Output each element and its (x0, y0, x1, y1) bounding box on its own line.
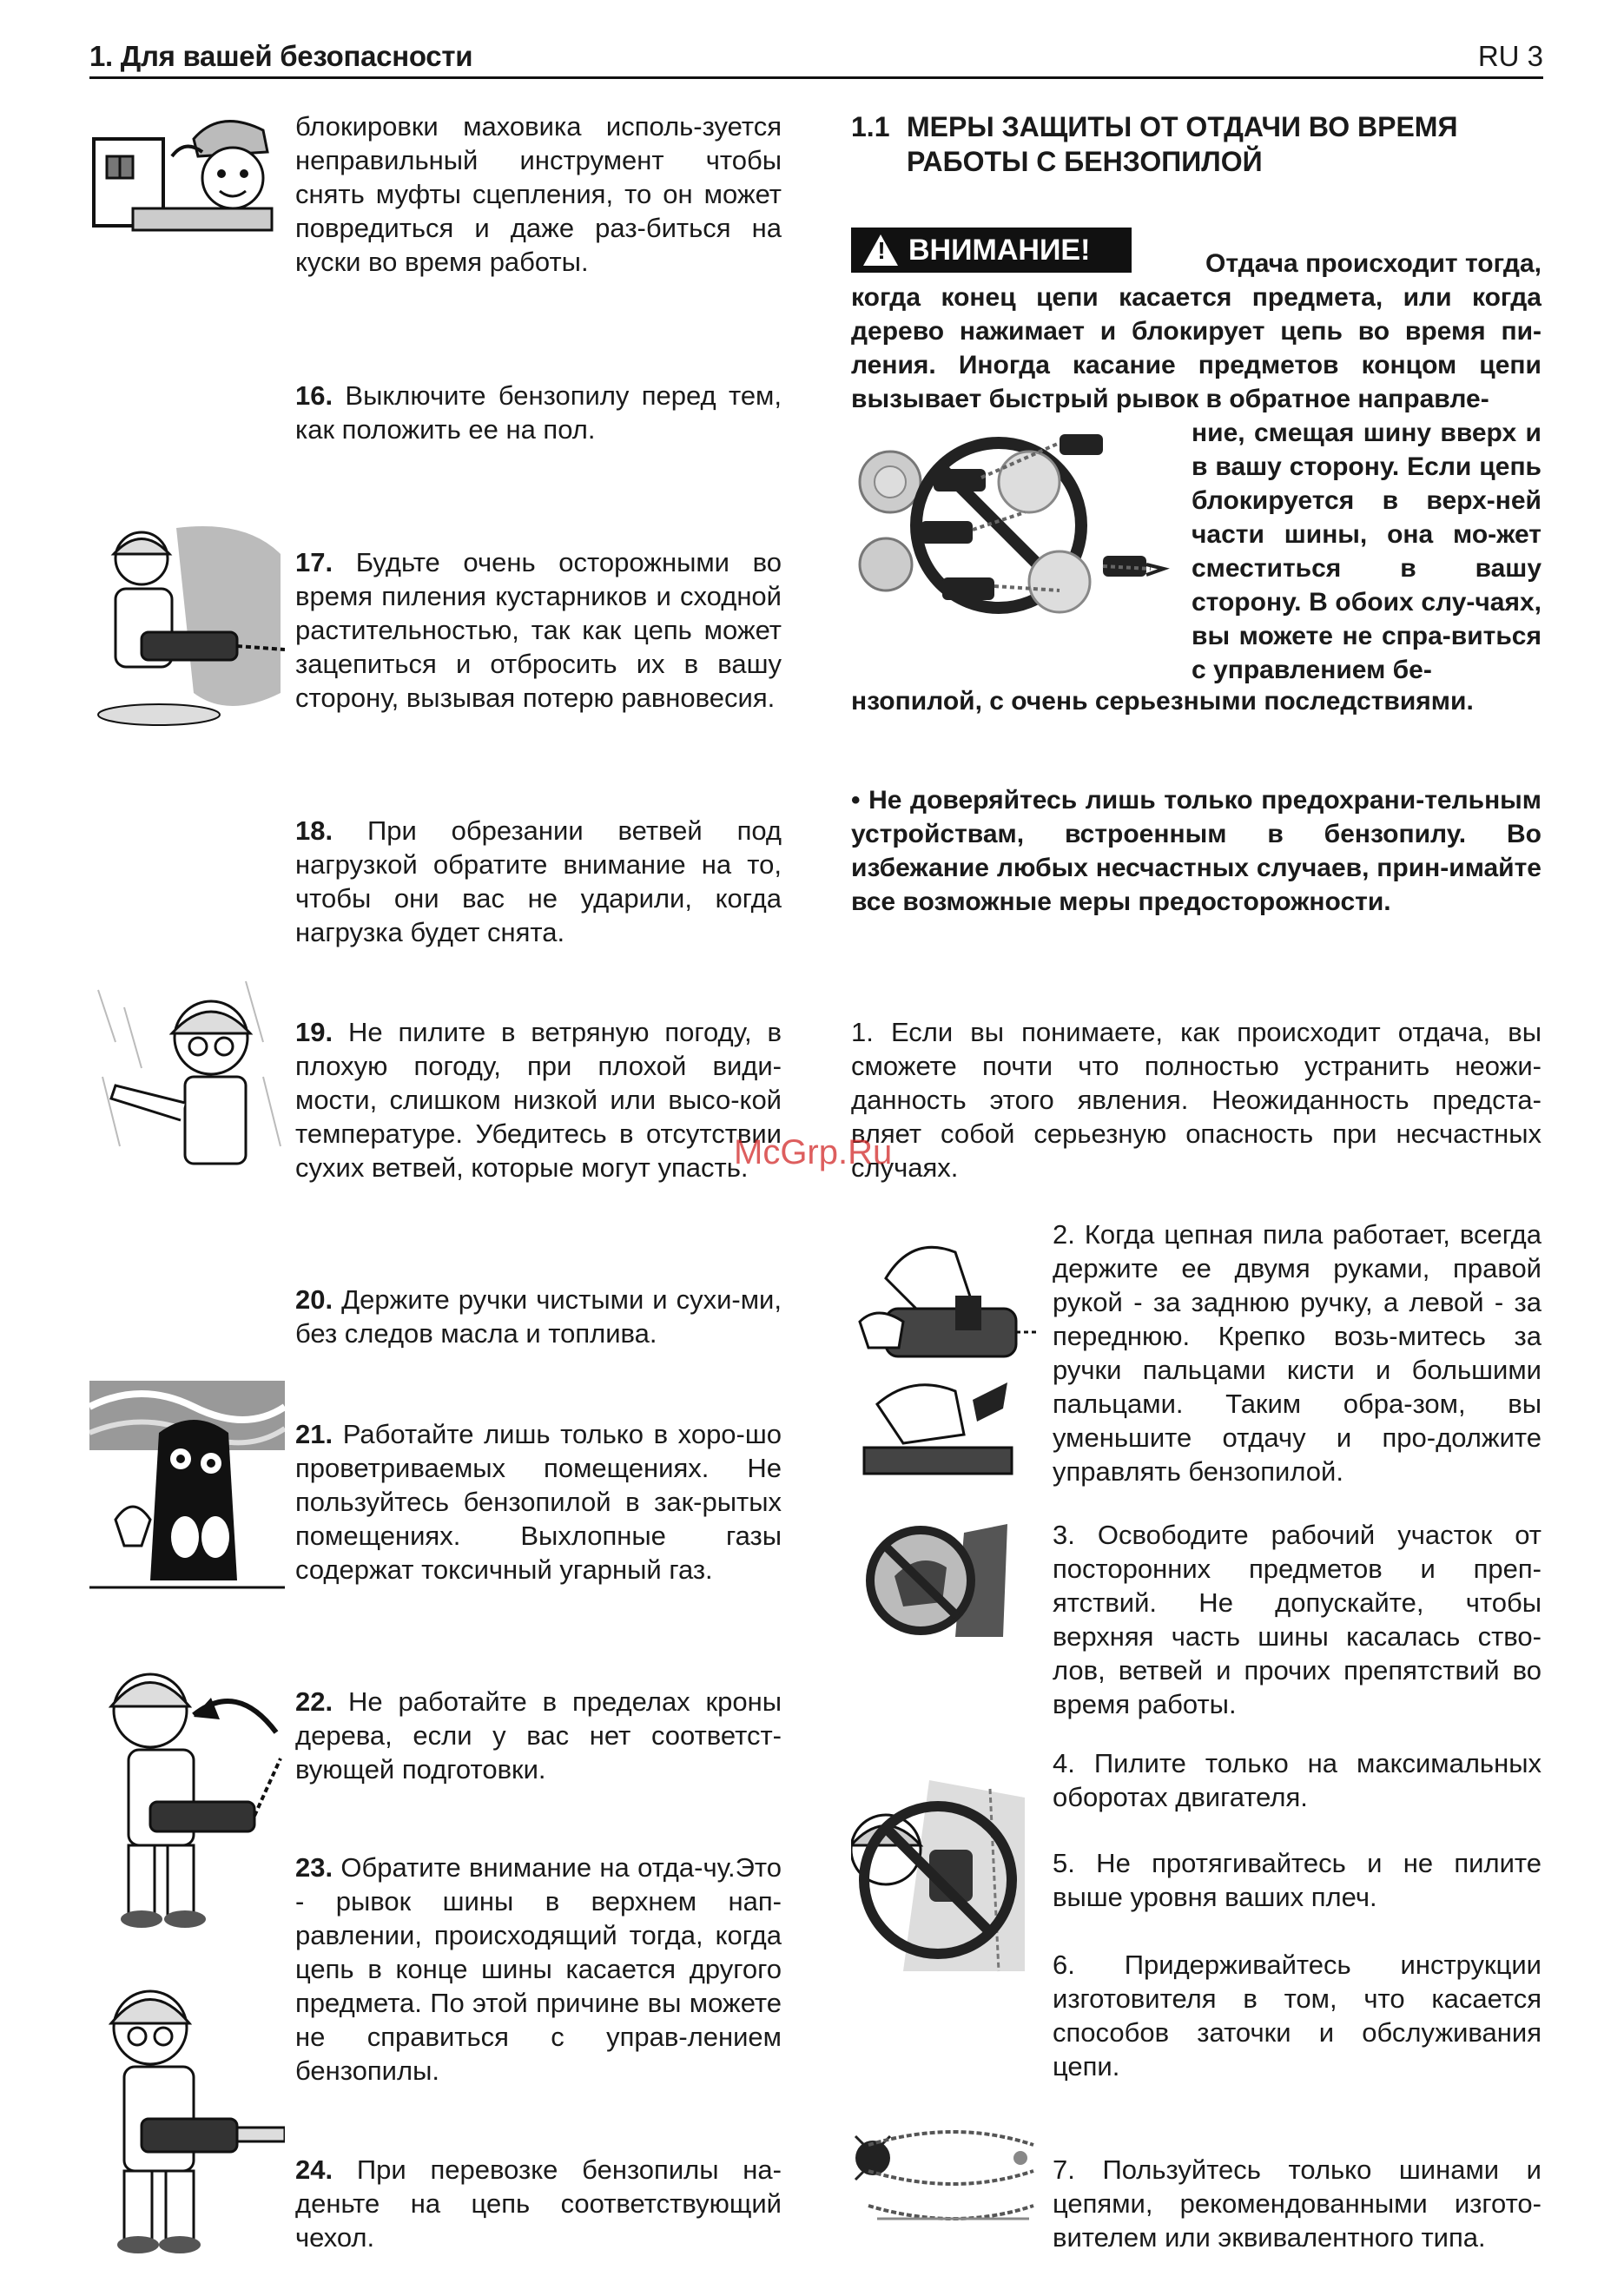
section-title-line1: МЕРЫ ЗАЩИТЫ ОТ ОТДАЧИ ВО ВРЕМЯ (907, 111, 1458, 142)
list-item (295, 1685, 782, 1786)
worker-bushes-illustration (89, 519, 285, 728)
worker-weather-illustration (89, 973, 285, 1181)
warning-line1: Отдача происходит тогда, (1205, 249, 1541, 278)
item-number: 24. (295, 2154, 333, 2185)
item-text: При обрезании ветвей под нагрузкой обратите внимание на то, чтобы они вас не ударили, когда нагрузка будет снята. (295, 815, 782, 947)
item-text: Выключите бензопилу перед тем, как положить ее на пол. (295, 380, 782, 445)
list-item (295, 1417, 782, 1587)
item-text: Не пилите в ветряную погоду, в плохую погоду, при плохой види-мости, слишком низкой или высо-кой температуре. Убедитесь в отсутствии сухих ветвей, которые могут упасть. (295, 1017, 782, 1183)
intro-paragraph: блокировки маховика исполь-зуется неправильный инструмент чтобы снять муфты сцепления, то он может повредиться и даже раз-биться на куски во время работы. (295, 111, 782, 277)
paragraph-6: 6. Придерживайтесь инструкции изготовителя в том, что касается способов заточки и обслуживания цепи. (1053, 1950, 1541, 2082)
worker-chainsaw-illustration (89, 1963, 285, 2258)
warning-label: ВНИМАНИЕ! (908, 234, 1091, 267)
worker-tool-illustration (89, 104, 285, 243)
section-title-line2: РАБОТЫ С БЕНЗОПИЛОЙ (907, 146, 1263, 177)
item-number: 22. (295, 1686, 333, 1717)
list-item (295, 379, 782, 446)
page-header (89, 38, 1543, 79)
clear-area-illustration (851, 1515, 1038, 1646)
item-number: 19. (295, 1017, 333, 1047)
two-hands-grip-illustration (851, 1226, 1038, 1487)
item-text: Работайте лишь только в хоро-шо проветриваемых помещениях. Не пользуйтесь бензопилой в зак-рытых помещениях. Выхлопные газы содержат токсичный угарный газ. (295, 1419, 782, 1585)
warning-text: когда конец цепи касается предмета, или когда дерево нажимает и блокирует цепь во время пи-ления. Иногда касание предметов концом цепи вызывает быстрый рывок в обратное направле- (851, 283, 1541, 413)
exclamation-icon: ! (877, 237, 886, 264)
worker-crown-illustration (89, 1646, 285, 1932)
shoulder-height-illustration (851, 1771, 1038, 1980)
bullet-note: • Не доверяйтесь лишь только предохрани-тельным устройствам, встроенным в бензопилу. Во избежание любых несчастных случаев, прин-имайте все возможные меры предосторожности. (851, 786, 1541, 916)
paragraph-3: 3. Освободите рабочий участок от посторонних предметов и преп-ятствий. Не допускайте, чтобы верхняя часть шины касалась ство-лов, ветвей и прочих препятствий во время работы. (1053, 1520, 1541, 1719)
warning-badge (851, 228, 1132, 273)
item-text: Будьте очень осторожными во время пиления кустарников и сходной растительностью, так как цепь может зацепиться и отбросить их в вашу сторону, вызывая потерю равновесия. (295, 547, 782, 713)
item-text: Не работайте в пределах кроны дерева, если у вас нет соответст-вующей подготовки. (295, 1686, 782, 1785)
warning-side-text: ние, смещая шину вверх и в вашу сторону. Если цепь блокируется в верх-ней части шины, она мо-жет сместиться в вашу сторону. В обоих слу-чаях, вы можете не спра-виться с управлением бе- (1192, 419, 1541, 684)
warning-end-text: нзопилой, с очень серьезными последствиями. (851, 687, 1474, 716)
list-item (295, 2153, 782, 2254)
item-text: Держите ручки чистыми и сухи-ми, без следов масла и топлива. (295, 1284, 782, 1349)
section-title (851, 109, 1546, 179)
list-item (295, 1851, 782, 2088)
list-item (295, 1283, 782, 1350)
paragraph-7: 7. Пользуйтесь только шинами и цепями, рекомендованными изгото-вителем или эквивалентного типа. (1053, 2154, 1541, 2253)
bar-chain-illustration (851, 2119, 1038, 2249)
list-item (295, 1015, 782, 1184)
kickback-illustration (851, 417, 1172, 643)
list-item (295, 545, 782, 715)
exhaust-gas-illustration (89, 1381, 285, 1598)
item-number: 20. (295, 1284, 333, 1315)
item-text: При перевозке бензопилы на-деньте на цепь соответствующий чехол. (295, 2154, 782, 2253)
paragraph-5: 5. Не протягивайтесь и не пилите выше уровня ваших плеч. (1053, 1848, 1541, 1912)
item-number: 16. (295, 380, 333, 411)
paragraph-4: 4. Пилите только на максимальных оборотах двигателя. (1053, 1748, 1541, 1812)
chapter-title: 1. Для вашей безопасности (89, 40, 473, 72)
paragraph-1: 1. Если вы понимаете, как происходит отдача, вы сможете почти что полностью устранить неожи-данность этого явления. Неожиданность предста-вляет собой серьезную опасность при несчастных случаях. (851, 1017, 1541, 1183)
paragraph-2: 2. Когда цепная пила работает, всегда держите ее двумя руками, правой рукой - за заднюю ручку, а левой - за переднюю. Крепко возь-митесь за ручки пальцами кисти и большими пальцами. Таким обра-зом, вы уменьшите отдачу и про-должите управлять бензопилой. (1053, 1219, 1541, 1487)
item-text: Обратите внимание на отда-чу.Это - рывок шины в верхнем нап-равлении, происходящий тогда, когда цепь в конце шины касается другого предмета. По этой причине вы можете не справиться с управ-лением бензопилы. (295, 1852, 782, 2086)
section-number: 1.1 (851, 111, 890, 142)
list-item (295, 814, 782, 949)
item-number: 18. (295, 815, 333, 846)
watermark: McGrp.Ru (734, 1133, 893, 1171)
item-number: 21. (295, 1419, 333, 1449)
page-number: RU 3 (1477, 40, 1543, 72)
item-number: 17. (295, 547, 333, 577)
item-number: 23. (295, 1852, 333, 1883)
